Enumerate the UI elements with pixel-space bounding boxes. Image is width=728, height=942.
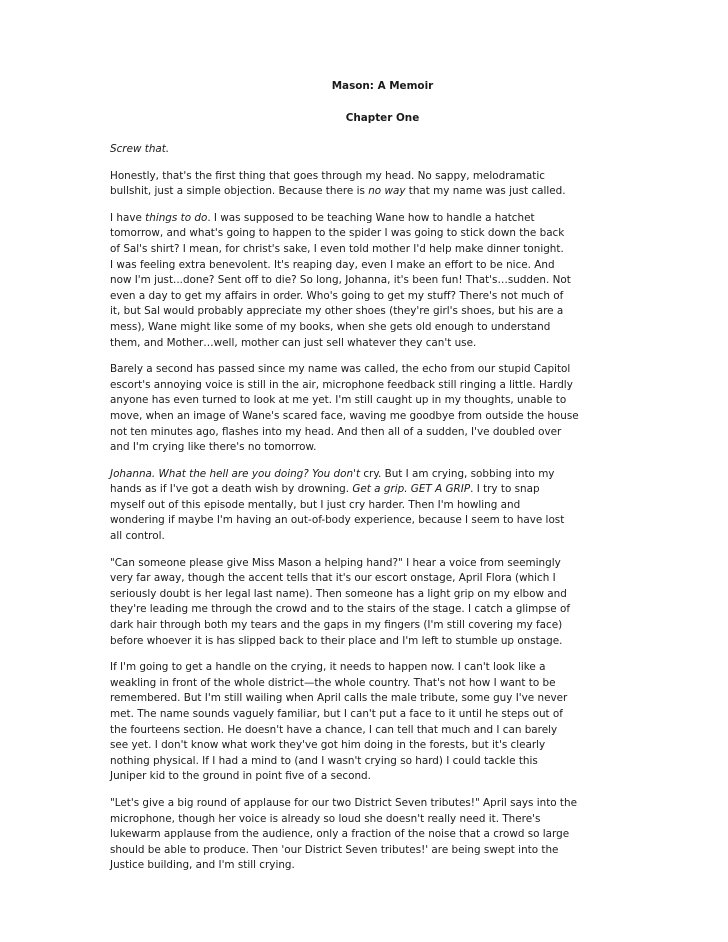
paragraph-spacer xyxy=(110,200,620,211)
paragraph-spacer xyxy=(110,126,620,142)
text-segment: it, but Sal would probably appreciate my other shoes (they're girl's shoes, but his are a xyxy=(110,305,564,318)
text-segment: see yet. I don't know what work they've got him doing in the forests, but it's clearly xyxy=(110,739,546,752)
text-segment: I have xyxy=(110,211,146,224)
text-segment: If I'm going to get a handle on the crying, it needs to happen now. I can't look like a xyxy=(110,661,546,674)
text-line xyxy=(110,393,620,409)
text-segment: mess), Wane might like some of my books, when she gets old enough to understand xyxy=(110,320,551,333)
paragraph-spacer xyxy=(110,545,620,556)
text-segment: anyone has even turned to look at me yet. I'm still caught up in my thoughts, unable to xyxy=(110,394,567,407)
text-line xyxy=(110,362,620,378)
text-segment: that my name was just called. xyxy=(405,185,566,198)
text-line xyxy=(110,707,620,723)
text-line xyxy=(110,754,620,770)
text-line xyxy=(110,796,620,812)
text-line xyxy=(110,827,620,843)
paragraph xyxy=(110,169,620,200)
text-line xyxy=(110,513,620,529)
text-line xyxy=(110,482,620,498)
paragraph xyxy=(110,556,620,650)
italic-text: things to do xyxy=(145,211,208,224)
text-line xyxy=(110,691,620,707)
text-line xyxy=(110,660,620,676)
text-line xyxy=(110,211,620,227)
text-line xyxy=(110,571,620,587)
text-line xyxy=(110,142,620,158)
text-line xyxy=(110,242,620,258)
text-line xyxy=(110,676,620,692)
text-segment: escort's annoying voice is still in the air, microphone feedback still ringing a little. Hardly xyxy=(110,378,573,391)
text-line xyxy=(110,723,620,739)
text-segment: met. The name sounds vaguely familiar, but I can't put a face to it until he steps out of xyxy=(110,708,563,720)
italic-text: Johanna. What the hell are you doing? You don't xyxy=(110,467,361,480)
text-segment: wondering if maybe I'm having an out-of-body experience, because I seem to have lost xyxy=(110,514,565,527)
text-segment: nothing physical. If I had a mind to (and I wasn't crying so hard) I could tackle this xyxy=(110,754,538,767)
document-page xyxy=(110,78,620,874)
text-line xyxy=(110,769,620,785)
text-segment: all control. xyxy=(110,530,165,543)
paragraph xyxy=(110,362,620,456)
text-line xyxy=(110,812,620,828)
text-segment: should be able to produce. Then 'our District Seven tributes!' are being swept into the xyxy=(110,843,559,856)
text-segment: now I'm just...done? Sent off to die? So long, Johanna, it's been fun! That's…sudden. Not xyxy=(110,274,571,287)
text-segment: bullshit, just a simple objection. Because there is xyxy=(110,185,369,198)
text-line xyxy=(110,858,620,874)
text-segment: very far away, though the accent tells that it's our escort onstage, April Flora (which I xyxy=(110,572,556,585)
text-segment: I was feeling extra benevolent. It's reaping day, even I make an effort to be nice. And xyxy=(110,258,555,271)
text-segment: remembered. But I'm still wailing when April calls the male tribute, some guy I've never xyxy=(110,692,568,705)
text-segment: cry. But I am crying, sobbing into my xyxy=(360,467,555,480)
text-segment: . I was supposed to be teaching Wane how to handle a hatchet xyxy=(207,211,535,224)
paragraph-spacer xyxy=(110,456,620,467)
italic-text: Get a grip. GET A GRIP xyxy=(352,483,471,496)
text-segment: move, when an image of Wane's scared face, waving me goodbye from outside the house xyxy=(110,409,579,422)
paragraph xyxy=(110,467,620,545)
text-line xyxy=(110,169,620,185)
text-line xyxy=(110,843,620,859)
text-segment: before whoever it is has slipped back to their place and I'm left to stumble up onstage. xyxy=(110,634,563,647)
text-segment: lukewarm applause from the audience, only a fraction of the noise that a crowd so large xyxy=(110,828,570,841)
text-segment: of Sal's shirt? I mean, for christ's sake, I even told mother I'd help make dinner tonight. xyxy=(110,242,564,255)
text-segment: hands as if I've got a death wish by drowning. xyxy=(110,483,353,496)
text-line xyxy=(110,587,620,603)
text-line xyxy=(110,378,620,394)
text-segment: Barely a second has passed since my name was called, the echo from our stupid Capitol xyxy=(110,363,571,376)
text-line xyxy=(110,409,620,425)
text-segment: "Can someone please give Miss Mason a helping hand?" I hear a voice from seemingly xyxy=(110,556,561,569)
text-line xyxy=(110,467,620,483)
text-segment: even a day to get my affairs in order. Who's going to get my stuff? There's not much of xyxy=(110,289,564,302)
text-segment: weakling in front of the whole district—the whole country. That's not how I want to be xyxy=(110,676,556,689)
text-segment: and I'm crying like there's no tomorrow. xyxy=(110,441,317,454)
paragraph-spacer xyxy=(110,785,620,796)
paragraph-spacer xyxy=(110,649,620,660)
text-line xyxy=(110,440,620,456)
text-line xyxy=(110,336,620,352)
italic-text: Screw that. xyxy=(110,143,170,155)
text-line xyxy=(110,425,620,441)
text-segment: Juniper kid to the ground in point five of a second. xyxy=(110,770,371,783)
text-segment: the fourteens section. He doesn't have a chance, I can tell that much and I can barely xyxy=(110,723,558,736)
paragraph xyxy=(110,660,620,785)
text-line xyxy=(110,289,620,305)
paragraph xyxy=(110,142,620,158)
text-line xyxy=(110,320,620,336)
text-segment: . I try to snap xyxy=(470,483,540,496)
text-line xyxy=(110,258,620,274)
text-segment: not ten minutes ago, flashes into my head. And then all of a sudden, I've doubled over xyxy=(110,425,562,438)
text-segment: them, and Mother…well, mother can just sell whatever they can't use. xyxy=(110,336,477,349)
text-line xyxy=(110,304,620,320)
paragraph xyxy=(110,796,620,874)
text-line xyxy=(110,184,620,200)
paragraph xyxy=(110,211,620,351)
text-segment: they're leading me through the crowd and to the stairs of the stage. I catch a glimpse of xyxy=(110,603,571,616)
paragraph-spacer xyxy=(110,158,620,169)
text-segment: myself out of this episode mentally, but I just cry harder. Then I'm howling and xyxy=(110,498,521,511)
text-segment: Justice building, and I'm still crying. xyxy=(110,859,295,872)
text-line xyxy=(110,634,620,650)
text-line xyxy=(110,498,620,514)
text-line xyxy=(110,602,620,618)
text-line xyxy=(110,618,620,634)
text-segment: Honestly, that's the first thing that goes through my head. No sappy, melodramatic xyxy=(110,169,545,182)
italic-text: no way xyxy=(368,185,406,198)
text-segment: dark hair through both my tears and the gaps in my fingers (I'm still covering my face) xyxy=(110,619,563,632)
text-segment: tomorrow, and what's going to happen to the spider I was going to stick down the back xyxy=(110,227,565,240)
text-segment: microphone, though her voice is already so loud she doesn't really need it. There's xyxy=(110,812,541,825)
text-line xyxy=(110,273,620,289)
text-line xyxy=(110,226,620,242)
text-line xyxy=(110,556,620,572)
document-body xyxy=(110,126,620,874)
chapter-heading: Chapter One xyxy=(345,112,420,124)
paragraph-spacer xyxy=(110,351,620,362)
text-line xyxy=(110,738,620,754)
text-line xyxy=(110,529,620,545)
text-segment: seriously doubt is her legal last name). Then someone has a light grip on my elbow and xyxy=(110,587,567,600)
document-title: Mason: A Memoir xyxy=(331,80,434,92)
text-segment: "Let's give a big round of applause for our two District Seven tributes!" April says into the xyxy=(110,796,577,809)
